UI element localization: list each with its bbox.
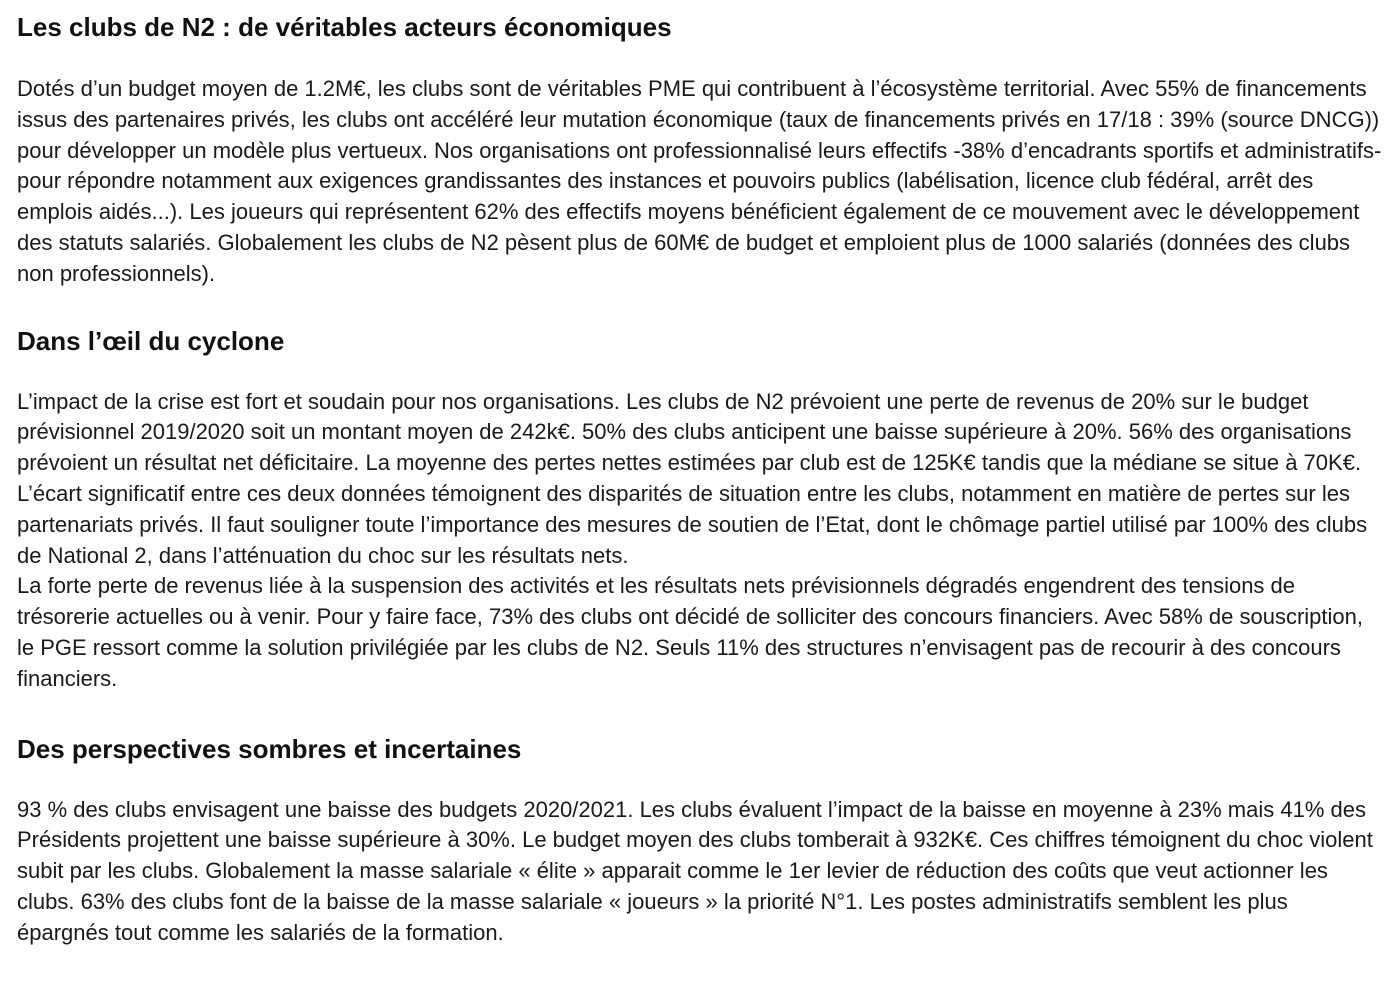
section-title: Dans l’œil du cyclone [17, 325, 285, 356]
section-paragraph: 93 % des clubs envisagent une baisse des budgets 2020/2021. Les clubs évaluent l’impact de la baisse en moyenne à 23% mais 41% des Présidents projettent une baisse supérieure à 30%. Le budget moyen des clubs tomberait à 932K€. Ces chiffres témoignent du choc violent subit par les clubs. Globalement la masse salariale « élite » apparait comme le 1er levier de réduction des coûts que veut actionner les clubs. 63% des clubs font de la baisse de la masse salariale « joueurs » la priorité N°1. Les postes administratifs semblent les plus épargnés tout comme les salariés de la formation. [17, 796, 1373, 945]
section-paragraph: La forte perte de revenus liée à la suspension des activités et les résultats nets prévisionnels dégradés engendrent des tensions de trésorerie actuelles ou à venir. Pour y faire face, 73% des clubs ont décidé de solliciter des concours financiers. Avec 58% de souscription, le PGE ressort comme la solution privilégiée par les clubs de N2. Seuls 11% des structures n’envisagent pas de recourir à des concours financiers. [17, 573, 1363, 691]
section-perspectives [17, 733, 1383, 949]
section-paragraph: Dotés d’un budget moyen de 1.2M€, les clubs sont de véritables PME qui contribuent à l’écosystème territorial. Avec 55% de financements issus des partenaires privés, les clubs ont accéléré leur mutation économique (taux de financements privés en 17/18 : 39% (source DNCG)) pour développer un modèle plus vertueux. Nos organisations ont professionnalisé leurs effectifs -38% d’encadrants sportifs et administratifs- pour répondre notamment aux exigences grandissantes des instances et pouvoirs publics (labélisation, licence club fédéral, arrêt des emplois aidés...). Les joueurs qui représentent 62% des effectifs moyens bénéficient également de ce mouvement avec le développement des statuts salariés. Globalement les clubs de N2 pèsent plus de 60M€ de budget et emploient plus de 1000 salariés (données des clubs non professionnels). [17, 76, 1382, 286]
section-title: Les clubs de N2 : de véritables acteurs économiques [17, 12, 672, 42]
section-paragraph: L’impact de la crise est fort et soudain pour nos organisations. Les clubs de N2 prévoient une perte de revenus de 20% sur le budget prévisionnel 2019/2020 soit un montant moyen de 242k€. 50% des clubs anticipent une baisse supérieure à 20%. 56% des organisations prévoient un résultat net déficitaire. La moyenne des pertes nettes estimées par club est de 125K€ tandis que la médiane se situe à 70K€. L’écart significatif entre ces deux données témoignent des disparités de situation entre les clubs, notamment en matière de pertes sur les partenariats privés. Il faut souligner toute l’importance des mesures de soutien de l’Etat, dont le chômage partiel utilisé par 100% des clubs de National 2, dans l’atténuation du choc sur les résultats nets. [17, 388, 1368, 568]
section-economic-actors [17, 11, 1383, 290]
section-title: Des perspectives sombres et incertaines [17, 733, 522, 764]
section-cyclone [17, 325, 1383, 695]
